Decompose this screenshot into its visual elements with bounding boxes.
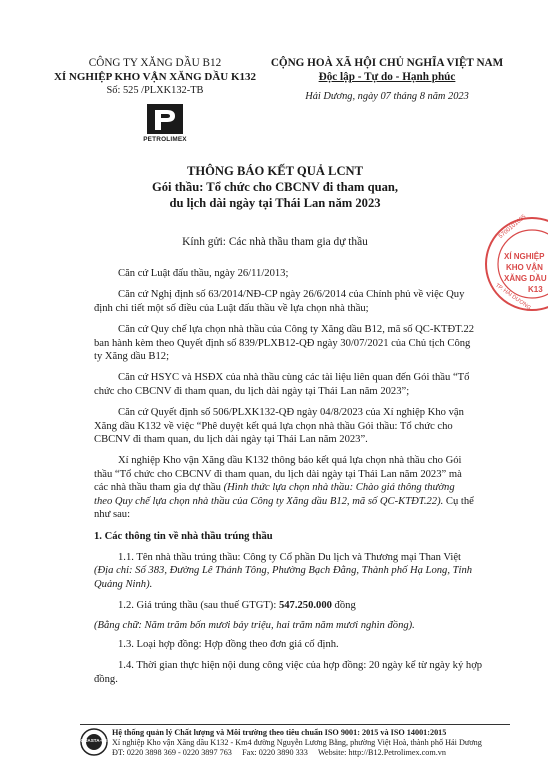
footer-contact-line: ĐT: 0220 3898 369 - 0220 3897 763 Fax: 0220 3890 333 Website: http://B12.Petrolimex.com.vn <box>112 748 446 757</box>
basis-regulation-line2: ban hành kèm theo Quyết định số 839/PLXB12-QĐ ngày 30/07/2021 của Chủ tịch Công <box>94 337 471 349</box>
stamp-city: TP. HẢI DƯƠNG <box>494 282 532 312</box>
footer-address-line: Xí nghiệp Kho vận Xăng dầu K132 - Km4 đường Nguyễn Lương Bằng, phường Việt Hoà, thành phố Hải Dương <box>112 738 482 747</box>
winning-price-unit: đồng <box>331 600 356 612</box>
announce-line5: như sau: <box>94 509 131 521</box>
recipient: Kính gửi: Các nhà thầu tham gia dự thầu <box>182 236 368 248</box>
basis-decision-line2: Xăng dầu K132 về việc “Phê duyệt kết quả lựa chọn nhà thầu Gói thầu: Tổ chức cho <box>94 420 453 432</box>
stamp-line2: KHO VẬN <box>506 263 543 272</box>
winner-name-line1: 1.1. Tên nhà thầu trúng thầu: Công ty Cổ phần Du lịch và Thương mại Than Việt <box>118 551 461 563</box>
announce-line4 <box>94 495 502 508</box>
stamp-line3: XĂNG DẦU <box>504 274 547 283</box>
national-block <box>262 56 512 104</box>
basis-law: Căn cứ Luật đấu thầu, ngày 26/11/2013; <box>118 268 289 279</box>
package-name-line1: Gói thầu: Tổ chức cho CBCNV đi tham quan, <box>151 180 399 194</box>
contract-type: 1.3. Loại hợp đồng: Hợp đồng theo đơn giá cố định. <box>118 638 339 650</box>
nation-title: CỘNG HOÀ XÃ HỘI CHỦ NGHĨA VIỆT NAM <box>270 57 504 69</box>
winning-price-value: 547.250.000 <box>278 600 332 612</box>
winning-price <box>94 599 502 612</box>
announce-line3-italic: (Hình thức lựa chọn nhà thầu: Chào giá thông thường <box>223 482 455 494</box>
stamp-tax-code: 5700101685 <box>497 213 528 241</box>
notice-title-block <box>95 163 455 211</box>
basis-decision-line3: CBCNV đi tham quan, du lịch dài ngày tại Thái Lan năm 2023”. <box>94 434 368 446</box>
winner-address-line1: (Địa chỉ: Số 383, Đường Lê Thánh Tông, Phường Bạch Đằng, Thành phố Hạ Long, Tỉnh <box>94 565 473 577</box>
announce-line4-italic: theo Quy chế lựa chọn nhà thầu của Công ty Xăng dầu B12, mã số QC-KTĐT.22). <box>94 495 444 507</box>
quasta-badge-label: QUASTA-CE <box>80 738 108 743</box>
company-name: CÔNG TY XĂNG DẦU B12 <box>88 57 222 69</box>
document-number: Số: 525 /PLXK132-TB <box>106 85 204 96</box>
quasta-badge <box>80 728 108 756</box>
body-text <box>94 267 502 686</box>
basis-regulation-line3: ty Xăng dầu B12; <box>94 351 170 363</box>
stamp-line1: XÍ NGHIỆP <box>504 252 545 261</box>
place-date: Hải Dương, ngày 07 tháng 8 năm 2023 <box>305 91 469 102</box>
announce-line1: Xí nghiệp Kho vận Xăng dầu K132 thông báo kết quả lựa chọn nhà thầu cho Gói <box>118 455 462 467</box>
contract-duration-line2: đồng. <box>94 673 118 685</box>
footer-info <box>112 728 512 758</box>
winning-price-label: 1.2. Giá trúng thầu (sau thuế GTGT): <box>118 600 279 612</box>
company-block <box>40 56 270 98</box>
footer-divider <box>80 724 510 725</box>
petrolimex-logo-icon <box>147 104 183 134</box>
branch-name: XÍ NGHIỆP KHO VẬN XĂNG DẦU K132 <box>53 71 257 83</box>
basis-hsyc-line1: Căn cứ HSYC và HSĐX của nhà thầu cùng các tài liệu liên quan đến Gói thầu “Tổ <box>118 372 470 384</box>
nation-motto: Độc lập - Tự do - Hạnh phúc <box>318 71 456 83</box>
notice-title: THÔNG BÁO KẾT QUẢ LCNT <box>186 164 364 178</box>
basis-decree-line1: Căn cứ Nghị định số 63/2014/NĐ-CP ngày 26/6/2014 của Chính phủ về việc Quy <box>118 289 465 301</box>
package-name-line2: du lịch dài ngày tại Thái Lan năm 2023 <box>169 196 381 210</box>
winning-price-words: (Bằng chữ: Năm trăm bốn mươi bảy triệu, hai trăm năm mươi nghìn đồng). <box>94 619 415 631</box>
announce-line3 <box>94 481 502 494</box>
contract-duration-line1: 1.4. Thời gian thực hiện nội dung công việc của hợp đồng: 20 ngày kể từ ngày ký hợp <box>118 660 483 672</box>
announce-line3-plain: các nhà thầu tham gia dự thầu <box>94 482 224 494</box>
announce-line4-plain: Cụ thể <box>443 495 474 507</box>
basis-regulation-line1: Căn cứ Quy chế lựa chọn nhà thầu của Công ty Xăng dầu B12, mã số QC-KTĐT.22 <box>118 324 475 336</box>
section1-heading: 1. Các thông tin về nhà thầu trúng thầu <box>94 530 273 542</box>
petrolimex-logo <box>140 104 190 149</box>
logo-text: PETROLIMEX <box>143 136 187 143</box>
basis-hsyc-line2: chức cho CBCNV đi tham quan, du lịch dài ngày tại Thái Lan năm 2023”; <box>94 385 410 397</box>
footer-iso-line: Hệ thống quản lý Chất lượng và Môi trường theo tiêu chuẩn ISO 9001: 2015 và ISO 14001:2015 <box>112 728 447 737</box>
basis-decision-line1: Căn cứ Quyết định số 506/PLXK132-QĐ ngày 04/8/2023 của Xí nghiệp Kho vận <box>118 407 464 419</box>
winner-address-line2: Quảng Ninh). <box>94 578 153 590</box>
basis-decree-line2: định chi tiết một số điều của Luật đấu thầu về lựa chọn nhà thầu; <box>94 302 369 314</box>
stamp-line4: K13 <box>528 285 543 294</box>
announce-line2: thầu “Tổ chức cho CBCNV đi tham quan, du lịch dài ngày tại Thái Lan năm 2023” mà <box>94 468 462 480</box>
